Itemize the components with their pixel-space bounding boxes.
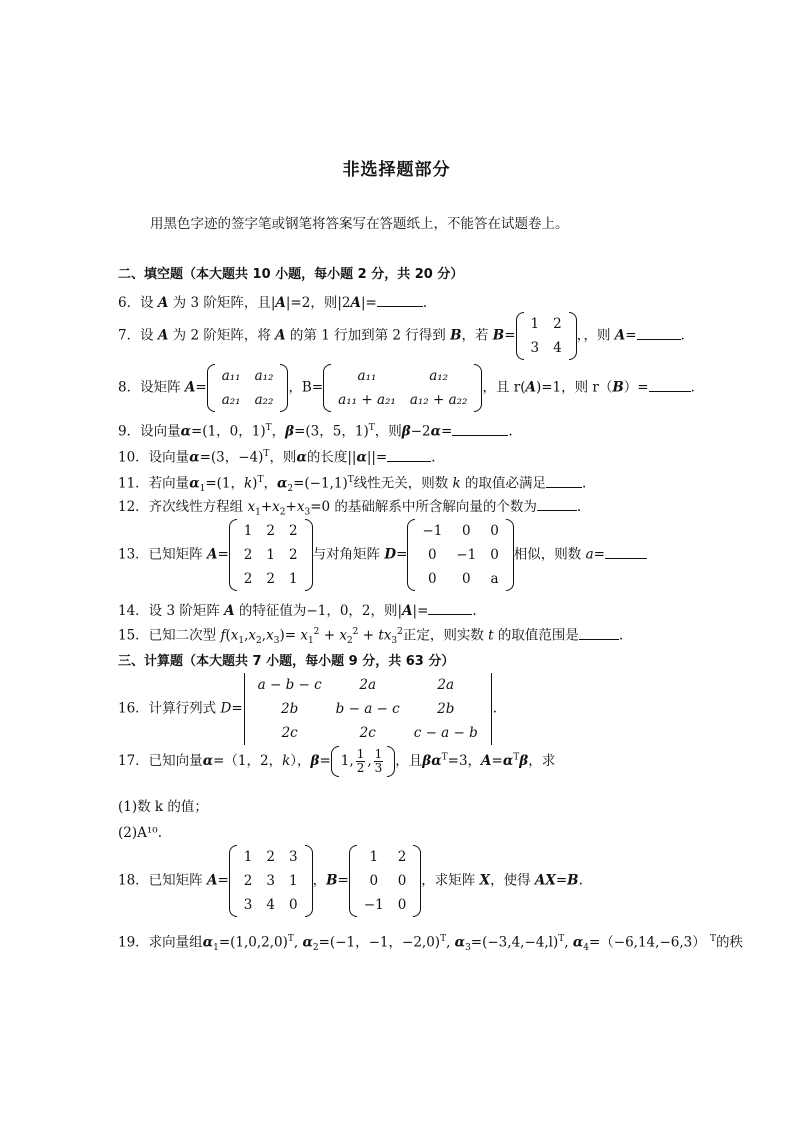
matrix-cell: 1 [243,523,253,539]
matrix-cell: 1 [288,571,298,587]
matrix-cell: 2 [288,523,298,539]
question-12: 12．齐次线性方程组 $x_1+x_2+x_3=0$ 的基础解系中所含解向量的个数为 . [118,496,581,523]
answer-blank [387,447,431,462]
matrix-cell: 2c [359,725,376,741]
matrix-cell: 2b [281,701,299,717]
matrix-row [331,388,474,412]
question-8: 8．设矩阵 A= a₁₁ a₁₂ a₂₁ a₂₂ ，B= a₁₁ a₁₂ a₁₁ + a₂₁ a₁₂ + a₂₂ ，且 r(A)=1，则 r（B）= . [118,364,695,412]
matrix-cell: 0 [288,897,298,913]
matrix-cell: a₁₂ + a₂₂ [409,392,468,408]
matrix-cell: 0 [397,873,407,889]
question-18: 18．已知矩阵 A= 1 2 3 2 3 1 3 4 0 ，B= 1 2 0 0 −1 0 ，求矩阵 X，使得 AX=B. [118,845,583,917]
matrix-row [415,543,505,567]
matrix-cell: 2 [243,571,253,587]
matrix-cell: 2 [397,849,407,865]
matrix-row [251,673,485,697]
matrix-cell: −1 [456,547,477,563]
matrix-cell: 0 [461,571,471,587]
matrix-row [357,845,414,869]
matrix-cell: 1 [243,849,253,865]
matrix-row [524,312,569,336]
matrix-cell: a₁₁ + a₂₁ [338,392,396,408]
section-3-heading: 三、计算题（本大题共 7 小题，每小题 9 分，共 63 分） [118,654,455,669]
matrix-cell: 0 [461,523,471,539]
question-11: 11．若向量$\alpha_1=(1$，k)$^T$，$\alpha_2=(-1,1)^T$线性无关，则数 k 的取值必满足 . [118,470,586,499]
answer-blank [605,544,647,559]
matrix-row [357,869,414,893]
matrix-cell: 2 [266,849,275,865]
matrix-cell: a₂₂ [254,392,274,408]
matrix-cell: 2b [437,701,455,717]
matrix-cell: a − b − c [257,677,322,693]
matrix-cell: 2a [359,677,377,693]
question-19: 19．求向量组$\alpha_1=(1,0,2,0)^T$, $\alpha_2=(-1$，−1，−2,0)$^T$, $\alpha_3=(-3,4,-4,l)^T$, $\alpha_4=(-6,14,-6,3)$ $^T$的秩 [118,934,744,954]
matrix-q18-b [349,845,422,917]
determinant-q16 [243,673,493,745]
matrix-q8-b [323,364,482,412]
question-6: 6．设 A 为 3 阶矩阵，且|A|=2，则|2A|= . [118,292,427,313]
matrix-row [415,519,505,543]
matrix-cell: 0 [490,523,499,539]
page-title: 非选择题部分 [342,160,451,180]
answer-blank [637,325,681,340]
question-9: 9．设向量α=(1，0，1)$^T$，β=(3，5，1)$^T$，则β−2α= . [118,418,513,442]
matrix-row [357,893,414,917]
matrix-q13-d [407,519,513,591]
matrix-cell: 3 [288,849,298,865]
matrix-cell: 1 [369,849,379,865]
instruction-text: 用黑色字迹的签字笔或钢笔将答案写在答题纸上，不能答在试题卷上。 [150,216,569,232]
matrix-cell: 1 [288,873,298,889]
matrix-cell: 2 [243,547,253,563]
matrix-cell: 1 [530,316,540,332]
matrix-row [215,364,281,388]
matrix-row [237,845,305,869]
section-2-heading: 二、填空题（本大题共 10 小题，每小题 2 分，共 20 分） [118,267,464,282]
matrix-cell: 4 [553,340,562,356]
matrix-q13-a [229,519,313,591]
matrix-row [524,336,569,360]
matrix-row [415,567,505,591]
matrix-cell: −1 [422,523,443,539]
matrix-cell: 3 [243,897,253,913]
matrix-q7 [516,312,577,360]
matrix-row [237,869,305,893]
question-13: 13．已知矩阵 A= 1 2 2 2 1 2 2 2 1 与对角矩阵 D= −1 0 0 0 −1 0 0 0 a 相似，则数 a= [118,519,647,591]
matrix-cell: 2 [553,316,562,332]
matrix-cell: 3 [530,340,540,356]
matrix-cell: a₁₂ [254,368,274,384]
question-10: 10．设向量α=(3，−4)$^T$，则α的长度||α||= . [118,444,436,468]
answer-blank [452,421,508,436]
answer-blank [546,473,582,488]
question-14: 14．设 3 阶矩阵 A 的特征值为−1，0，2，则|A|= . [118,600,477,621]
matrix-row [237,893,305,917]
matrix-cell: −1 [363,897,384,913]
matrix-row [237,543,305,567]
answer-blank [377,292,423,307]
matrix-cell: 4 [266,897,275,913]
matrix-q18-a [229,845,313,917]
matrix-cell: a₂₁ [221,392,241,408]
matrix-cell: c − a − b [413,725,478,741]
matrix-cell: 2 [243,873,253,889]
question-17-part-2: (2)A¹⁰. [118,825,162,841]
matrix-row [237,519,305,543]
matrix-row [237,567,305,591]
matrix-cell: 1 [266,547,275,563]
question-17-part-1: (1)数 k 的值； [118,799,208,815]
matrix-cell: 0 [490,547,499,563]
matrix-cell: 2 [266,523,275,539]
matrix-cell: 2 [288,547,298,563]
matrix-row [215,388,281,412]
matrix-cell: 2c [281,725,298,741]
matrix-cell: 2a [437,677,455,693]
question-17: 17．已知向量α=（1，2，k），β= 1, $\frac{1}{2}$ , $\frac{1}{3}$ ，且$\beta\alpha^T=3$，$A=\alpha^T\beta$，求 [118,747,556,775]
matrix-cell: 0 [369,873,379,889]
answer-blank [537,496,577,511]
matrix-q8-a [207,364,289,412]
matrix-cell: 0 [428,571,437,587]
matrix-cell: a₁₁ [221,368,241,384]
matrix-row [251,721,485,745]
question-16: 16．计算行列式 D= a − b − c 2a 2a 2b b − a − c 2b 2c 2c c − a − b . [118,673,497,745]
vector-beta: 1, $\frac{1}{2}$ , $\frac{1}{3}$ [331,746,395,777]
matrix-row [251,697,485,721]
matrix-row [331,364,474,388]
matrix-cell: a [490,571,499,587]
matrix-cell: 2 [266,571,275,587]
matrix-cell: a₁₁ [357,368,377,384]
matrix-cell: 0 [428,547,437,563]
matrix-cell: b − a − c [335,701,400,717]
answer-blank [428,600,472,615]
matrix-cell: a₁₂ [429,368,449,384]
matrix-cell: 0 [397,897,407,913]
answer-blank [649,377,691,392]
answer-blank [579,625,619,640]
question-15: 15．已知二次型 $f(x_1,x_2,x_3)= x_1^2 + x_2^2 + tx_3^2$正定，则实数 t 的取值范围是 . [118,622,623,651]
matrix-cell: 3 [266,873,275,889]
question-7: 7．设 A 为 2 阶矩阵，将 A 的第 1 行加到第 2 行得到 B，若 B= 1 2 3 4 ，，则 A= . [118,312,685,360]
